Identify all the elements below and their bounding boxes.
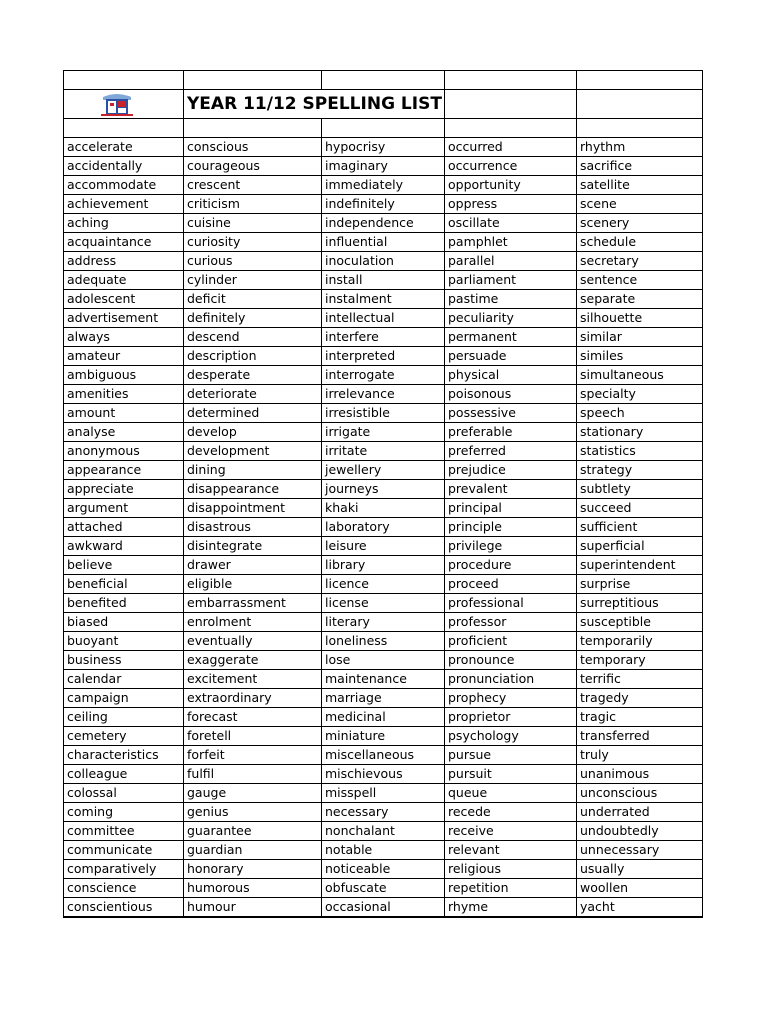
word-cell: temporary	[577, 651, 703, 670]
title-row	[64, 90, 703, 119]
table-row	[64, 233, 703, 252]
word-cell: statistics	[577, 442, 703, 461]
word-cell: cemetery	[64, 727, 184, 746]
word-cell: undoubtedly	[577, 822, 703, 841]
table-row	[64, 480, 703, 499]
word-cell: persuade	[445, 347, 577, 366]
word-cell: buoyant	[64, 632, 184, 651]
word-cell: physical	[445, 366, 577, 385]
word-cell: intellectual	[322, 309, 445, 328]
word-cell: humour	[184, 898, 322, 918]
word-cell: campaign	[64, 689, 184, 708]
word-cell: genius	[184, 803, 322, 822]
word-cell: occasional	[322, 898, 445, 918]
word-cell: irrelevance	[322, 385, 445, 404]
word-cell: transferred	[577, 727, 703, 746]
table-row	[64, 784, 703, 803]
word-cell: miniature	[322, 727, 445, 746]
word-cell: unconscious	[577, 784, 703, 803]
table-row	[64, 575, 703, 594]
word-cell: imaginary	[322, 157, 445, 176]
word-cell: believe	[64, 556, 184, 575]
word-cell: principal	[445, 499, 577, 518]
table-row	[64, 860, 703, 879]
word-cell: relevant	[445, 841, 577, 860]
word-cell: install	[322, 271, 445, 290]
table-row	[64, 347, 703, 366]
word-cell: hypocrisy	[322, 138, 445, 157]
word-cell: develop	[184, 423, 322, 442]
table-row	[64, 328, 703, 347]
table-row	[64, 708, 703, 727]
word-cell: mischievous	[322, 765, 445, 784]
word-cell: separate	[577, 290, 703, 309]
word-cell: sacrifice	[577, 157, 703, 176]
word-cell: cuisine	[184, 214, 322, 233]
word-cell: peculiarity	[445, 309, 577, 328]
word-cell: leisure	[322, 537, 445, 556]
word-cell: interpreted	[322, 347, 445, 366]
blank-cell	[322, 71, 445, 90]
word-cell: benefited	[64, 594, 184, 613]
blank-cell	[445, 90, 577, 119]
word-cell: business	[64, 651, 184, 670]
word-cell: deficit	[184, 290, 322, 309]
word-cell: preferable	[445, 423, 577, 442]
word-cell: satellite	[577, 176, 703, 195]
word-cell: susceptible	[577, 613, 703, 632]
word-cell: queue	[445, 784, 577, 803]
word-cell: similes	[577, 347, 703, 366]
word-cell: drawer	[184, 556, 322, 575]
table-row	[64, 252, 703, 271]
word-cell: prevalent	[445, 480, 577, 499]
word-cell: prophecy	[445, 689, 577, 708]
word-cell: indefinitely	[322, 195, 445, 214]
table-row	[64, 404, 703, 423]
word-cell: disappointment	[184, 499, 322, 518]
word-cell: comparatively	[64, 860, 184, 879]
word-cell: oscillate	[445, 214, 577, 233]
word-cell: courageous	[184, 157, 322, 176]
word-cell: journeys	[322, 480, 445, 499]
word-cell: argument	[64, 499, 184, 518]
word-cell: preferred	[445, 442, 577, 461]
table-row	[64, 214, 703, 233]
word-cell: curiosity	[184, 233, 322, 252]
table-row	[64, 879, 703, 898]
word-cell: professional	[445, 594, 577, 613]
word-cell: specialty	[577, 385, 703, 404]
word-cell: underrated	[577, 803, 703, 822]
word-cell: scenery	[577, 214, 703, 233]
word-cell: parallel	[445, 252, 577, 271]
word-cell: permanent	[445, 328, 577, 347]
table-row	[64, 670, 703, 689]
word-cell: appearance	[64, 461, 184, 480]
table-row	[64, 176, 703, 195]
word-cell: irresistible	[322, 404, 445, 423]
word-cell: attached	[64, 518, 184, 537]
word-cell: ceiling	[64, 708, 184, 727]
table-row	[64, 765, 703, 784]
word-cell: secretary	[577, 252, 703, 271]
word-cell: accidentally	[64, 157, 184, 176]
logo-cell	[64, 90, 184, 119]
table-row	[64, 727, 703, 746]
word-cell: description	[184, 347, 322, 366]
blank-cell	[184, 119, 322, 138]
blank-cell	[577, 119, 703, 138]
table-row	[64, 632, 703, 651]
word-cell: instalment	[322, 290, 445, 309]
word-cell: recede	[445, 803, 577, 822]
school-crest-icon	[99, 91, 135, 117]
word-cell: adolescent	[64, 290, 184, 309]
table-row	[64, 746, 703, 765]
word-cell: interfere	[322, 328, 445, 347]
word-cell: terrific	[577, 670, 703, 689]
table-row	[64, 290, 703, 309]
spelling-table	[63, 70, 703, 918]
table-row	[64, 461, 703, 480]
word-cell: religious	[445, 860, 577, 879]
word-cell: receive	[445, 822, 577, 841]
word-cell: accommodate	[64, 176, 184, 195]
word-cell: pronounce	[445, 651, 577, 670]
blank-cell	[445, 119, 577, 138]
word-cell: surreptitious	[577, 594, 703, 613]
word-cell: marriage	[322, 689, 445, 708]
table-row	[64, 309, 703, 328]
table-row	[64, 803, 703, 822]
word-cell: descend	[184, 328, 322, 347]
word-cell: psychology	[445, 727, 577, 746]
word-cell: proceed	[445, 575, 577, 594]
word-cell: speech	[577, 404, 703, 423]
word-cell: development	[184, 442, 322, 461]
word-cell: lose	[322, 651, 445, 670]
word-cell: influential	[322, 233, 445, 252]
word-cell: woollen	[577, 879, 703, 898]
word-cell: library	[322, 556, 445, 575]
word-cell: pamphlet	[445, 233, 577, 252]
table-row	[64, 822, 703, 841]
word-cell: sufficient	[577, 518, 703, 537]
word-cell: licence	[322, 575, 445, 594]
word-cell: advertisement	[64, 309, 184, 328]
word-cell: foretell	[184, 727, 322, 746]
word-cell: superintendent	[577, 556, 703, 575]
word-cell: colossal	[64, 784, 184, 803]
word-cell: unnecessary	[577, 841, 703, 860]
word-cell: oppress	[445, 195, 577, 214]
word-cell: necessary	[322, 803, 445, 822]
word-cell: crescent	[184, 176, 322, 195]
table-row	[64, 537, 703, 556]
word-cell: irritate	[322, 442, 445, 461]
word-cell: immediately	[322, 176, 445, 195]
word-cell: forfeit	[184, 746, 322, 765]
word-cell: jewellery	[322, 461, 445, 480]
word-cell: disappearance	[184, 480, 322, 499]
table-row	[64, 518, 703, 537]
word-cell: schedule	[577, 233, 703, 252]
word-cell: usually	[577, 860, 703, 879]
word-cell: privilege	[445, 537, 577, 556]
word-cell: tragic	[577, 708, 703, 727]
word-cell: independence	[322, 214, 445, 233]
word-cell: anonymous	[64, 442, 184, 461]
table-row	[64, 841, 703, 860]
word-cell: pursue	[445, 746, 577, 765]
word-cell: parliament	[445, 271, 577, 290]
title-cell	[184, 90, 445, 119]
word-cell: curious	[184, 252, 322, 271]
word-cell: repetition	[445, 879, 577, 898]
blank-cell	[577, 71, 703, 90]
table-row	[64, 898, 703, 918]
word-cell: biased	[64, 613, 184, 632]
word-cell: principle	[445, 518, 577, 537]
word-cell: calendar	[64, 670, 184, 689]
word-cell: deteriorate	[184, 385, 322, 404]
table-row	[64, 157, 703, 176]
word-cell: beneficial	[64, 575, 184, 594]
word-cell: possessive	[445, 404, 577, 423]
word-cell: interrogate	[322, 366, 445, 385]
word-cell: disastrous	[184, 518, 322, 537]
word-cell: poisonous	[445, 385, 577, 404]
word-cell: colleague	[64, 765, 184, 784]
word-cell: acquaintance	[64, 233, 184, 252]
word-cell: rhythm	[577, 138, 703, 157]
word-cell: proficient	[445, 632, 577, 651]
word-cell: misspell	[322, 784, 445, 803]
word-cell: nonchalant	[322, 822, 445, 841]
word-cell: irrigate	[322, 423, 445, 442]
blank-cell	[64, 119, 184, 138]
word-cell: cylinder	[184, 271, 322, 290]
table-row	[64, 651, 703, 670]
spacer-row	[64, 119, 703, 138]
word-cell: inoculation	[322, 252, 445, 271]
word-cell: prejudice	[445, 461, 577, 480]
word-cell: maintenance	[322, 670, 445, 689]
word-cell: achievement	[64, 195, 184, 214]
word-cell: exaggerate	[184, 651, 322, 670]
word-cell: succeed	[577, 499, 703, 518]
word-cell: unanimous	[577, 765, 703, 784]
word-cell: always	[64, 328, 184, 347]
word-cell: tragedy	[577, 689, 703, 708]
word-cell: laboratory	[322, 518, 445, 537]
word-cell: dining	[184, 461, 322, 480]
table-row	[64, 499, 703, 518]
word-cell: strategy	[577, 461, 703, 480]
word-cell: eventually	[184, 632, 322, 651]
word-cell: conscience	[64, 879, 184, 898]
table-row	[64, 594, 703, 613]
word-cell: amount	[64, 404, 184, 423]
blank-cell	[445, 71, 577, 90]
word-cell: license	[322, 594, 445, 613]
word-cell: notable	[322, 841, 445, 860]
word-cell: definitely	[184, 309, 322, 328]
word-cell: temporarily	[577, 632, 703, 651]
word-cell: obfuscate	[322, 879, 445, 898]
word-cell: adequate	[64, 271, 184, 290]
header-blank-row	[64, 71, 703, 90]
word-cell: similar	[577, 328, 703, 347]
table-row	[64, 556, 703, 575]
word-cell: aching	[64, 214, 184, 233]
table-row	[64, 385, 703, 404]
word-cell: extraordinary	[184, 689, 322, 708]
word-cell: proprietor	[445, 708, 577, 727]
table-row	[64, 271, 703, 290]
word-cell: loneliness	[322, 632, 445, 651]
table-row	[64, 138, 703, 157]
word-cell: pursuit	[445, 765, 577, 784]
word-cell: literary	[322, 613, 445, 632]
table-row	[64, 689, 703, 708]
word-cell: ambiguous	[64, 366, 184, 385]
page-title: YEAR 11/12 SPELLING LIST	[187, 93, 442, 114]
word-cell: procedure	[445, 556, 577, 575]
word-cell: disintegrate	[184, 537, 322, 556]
word-cell: professor	[445, 613, 577, 632]
word-cell: honorary	[184, 860, 322, 879]
word-cell: subtlety	[577, 480, 703, 499]
word-cell: criticism	[184, 195, 322, 214]
word-cell: khaki	[322, 499, 445, 518]
word-cell: stationary	[577, 423, 703, 442]
word-cell: enrolment	[184, 613, 322, 632]
blank-cell	[322, 119, 445, 138]
word-cell: occurrence	[445, 157, 577, 176]
word-cell: humorous	[184, 879, 322, 898]
word-cell: communicate	[64, 841, 184, 860]
table-row	[64, 195, 703, 214]
word-cell: eligible	[184, 575, 322, 594]
word-cell: conscientious	[64, 898, 184, 918]
table-row	[64, 613, 703, 632]
word-cell: silhouette	[577, 309, 703, 328]
word-cell: surprise	[577, 575, 703, 594]
word-cell: opportunity	[445, 176, 577, 195]
word-cell: embarrassment	[184, 594, 322, 613]
word-cell: forecast	[184, 708, 322, 727]
word-cell: noticeable	[322, 860, 445, 879]
word-cell: gauge	[184, 784, 322, 803]
word-cell: rhyme	[445, 898, 577, 918]
word-cell: awkward	[64, 537, 184, 556]
table-row	[64, 423, 703, 442]
word-cell: desperate	[184, 366, 322, 385]
word-cell: sentence	[577, 271, 703, 290]
word-cell: amenities	[64, 385, 184, 404]
word-cell: guardian	[184, 841, 322, 860]
table-row	[64, 366, 703, 385]
blank-cell	[577, 90, 703, 119]
word-cell: scene	[577, 195, 703, 214]
word-cell: characteristics	[64, 746, 184, 765]
word-cell: appreciate	[64, 480, 184, 499]
table-row	[64, 442, 703, 461]
word-cell: simultaneous	[577, 366, 703, 385]
blank-cell	[64, 71, 184, 90]
word-cell: pronunciation	[445, 670, 577, 689]
word-cell: conscious	[184, 138, 322, 157]
word-cell: accelerate	[64, 138, 184, 157]
word-cell: superficial	[577, 537, 703, 556]
word-cell: determined	[184, 404, 322, 423]
word-cell: guarantee	[184, 822, 322, 841]
word-cell: amateur	[64, 347, 184, 366]
word-cell: fulfil	[184, 765, 322, 784]
word-cell: yacht	[577, 898, 703, 918]
word-cell: medicinal	[322, 708, 445, 727]
word-cell: pastime	[445, 290, 577, 309]
word-cell: address	[64, 252, 184, 271]
word-cell: excitement	[184, 670, 322, 689]
word-cell: miscellaneous	[322, 746, 445, 765]
word-cell: occurred	[445, 138, 577, 157]
word-cell: coming	[64, 803, 184, 822]
word-cell: committee	[64, 822, 184, 841]
word-cell: analyse	[64, 423, 184, 442]
blank-cell	[184, 71, 322, 90]
word-cell: truly	[577, 746, 703, 765]
